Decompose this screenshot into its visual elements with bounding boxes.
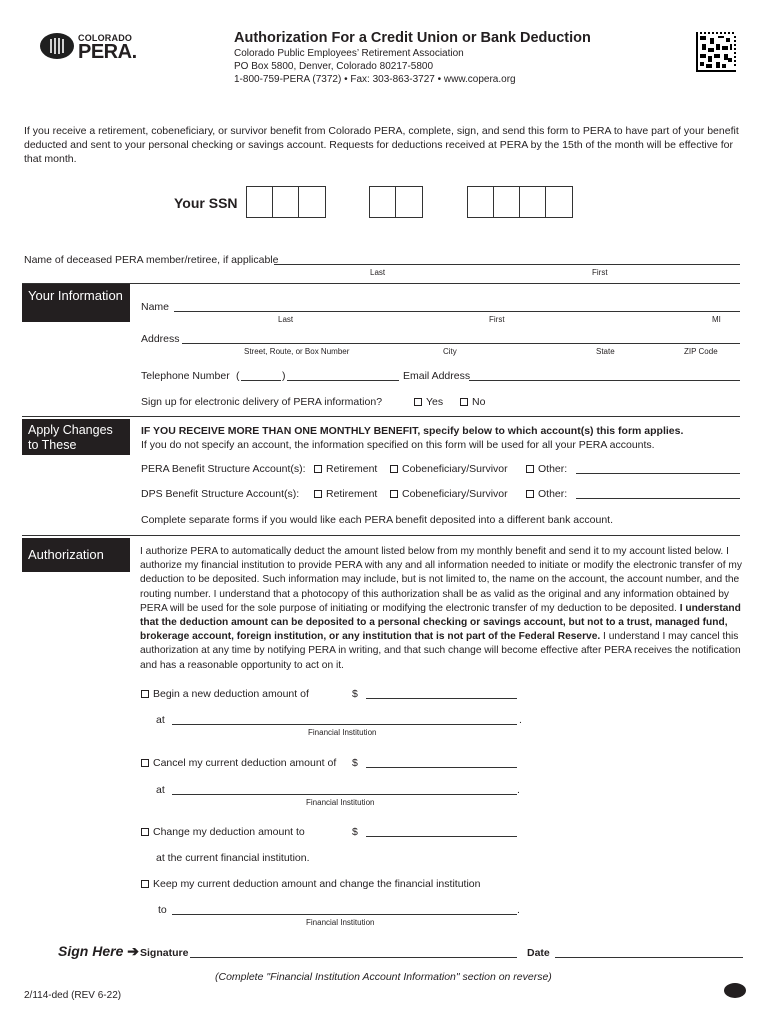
section-your-information: Your Information xyxy=(22,284,130,322)
date-field[interactable] xyxy=(555,957,743,958)
dps-retirement-option[interactable] xyxy=(314,488,377,500)
dollar-sign: $ xyxy=(352,688,358,700)
name-field[interactable] xyxy=(174,311,740,312)
ssn-label: Your SSN xyxy=(174,195,238,211)
date-label: Date xyxy=(527,947,550,959)
begin-deduction-label: Begin a new deduction amount of xyxy=(153,688,309,700)
sign-here-label: Sign Here xyxy=(58,943,124,959)
dps-other-option[interactable] xyxy=(526,488,567,500)
authorization-paragraph: I authorize PERA to automatically deduct the amount listed below from my monthly benefit and send it to my account listed below. I authorize my financial institution to provide PERA with any and all information needed to initiate or modify the electronic transfer of my deduction to be deposited. Such information may include, but is not limited to, the name on the account, the account number, and the routing number. I understand that a photocopy of this authorization shall be as valid as the original and any information obtained by PERA will be used for the sole purpose of initiating or modifying the electronic transfer of my deduction to be deposited. xyxy=(140,546,742,614)
pera-retirement-option[interactable] xyxy=(314,463,377,475)
other-label: Other: xyxy=(538,463,568,475)
checkbox-icon[interactable] xyxy=(460,398,468,406)
deceased-first-caption: First xyxy=(592,268,608,277)
fin-inst-caption: Financial Institution xyxy=(306,918,375,927)
intro-paragraph: If you receive a retirement, cobeneficiary, or survivor benefit from Colorado PERA, complete, sign, and send this form to PERA to have part of your benefit deducted and sent to your personal checking or savings account. Requests for deductions received at PERA by the 15th of the month will be effective for that month. xyxy=(24,125,739,165)
addr-city-caption: City xyxy=(443,347,457,356)
change-deduction-option[interactable] xyxy=(141,826,305,838)
sign-here xyxy=(58,943,139,960)
edelivery-label: Sign up for electronic delivery of PERA information? xyxy=(141,396,383,408)
dollar-sign: $ xyxy=(352,826,358,838)
name-mi-caption: MI xyxy=(712,315,721,324)
authorization-text xyxy=(140,545,746,673)
form-title: Authorization For a Credit Union or Bank Deduction xyxy=(234,30,591,46)
at-label: at xyxy=(156,714,165,726)
other-label: Other: xyxy=(538,488,568,500)
checkbox-icon[interactable] xyxy=(390,465,398,473)
cancel-institution-field[interactable] xyxy=(172,794,517,795)
address-label: Address xyxy=(141,333,180,345)
ssn-input-group-2[interactable] xyxy=(369,186,423,218)
dollar-sign: $ xyxy=(352,757,358,769)
deceased-name-field[interactable] xyxy=(274,264,740,265)
retirement-label: Retirement xyxy=(326,488,378,500)
yes-label: Yes xyxy=(426,396,444,408)
deceased-last-caption: Last xyxy=(370,268,386,277)
pera-other-option[interactable] xyxy=(526,463,567,475)
addr-zip-caption: ZIP Code xyxy=(684,347,718,356)
email-field[interactable] xyxy=(469,380,740,381)
begin-institution-field[interactable] xyxy=(172,724,517,725)
begin-amount-field[interactable] xyxy=(366,698,517,699)
edelivery-yes[interactable] xyxy=(414,396,443,408)
apply-subheading: If you do not specify an account, the information specified on this form will be used for all your PERA accounts. xyxy=(141,439,655,451)
org-name: Colorado Public Employees’ Retirement Association xyxy=(234,48,464,59)
checkbox-icon[interactable] xyxy=(141,690,149,698)
change-deduction-label: Change my deduction amount to xyxy=(153,826,305,838)
cancel-amount-field[interactable] xyxy=(366,767,517,768)
dps-account-label: DPS Benefit Structure Account(s): xyxy=(141,488,300,500)
signature-label: Signature xyxy=(140,947,189,959)
cancel-deduction-label: Cancel my current deduction amount of xyxy=(153,757,337,769)
pera-cobeneficiary-option[interactable] xyxy=(390,463,508,475)
fin-inst-caption: Financial Institution xyxy=(306,798,375,807)
checkbox-icon[interactable] xyxy=(141,880,149,888)
change-amount-field[interactable] xyxy=(366,836,517,837)
at-current-label: at the current financial institution. xyxy=(156,852,310,864)
dps-other-field[interactable] xyxy=(576,498,740,499)
pera-logo xyxy=(40,33,140,63)
period: . xyxy=(517,904,520,916)
cobeneficiary-label: Cobeneficiary/Survivor xyxy=(402,463,508,475)
divider xyxy=(22,535,740,536)
checkbox-icon[interactable] xyxy=(314,490,322,498)
to-label: to xyxy=(158,904,167,916)
phone-number-field[interactable] xyxy=(287,380,399,381)
name-label: Name xyxy=(141,301,170,313)
new-institution-field[interactable] xyxy=(172,914,517,915)
logo-big-text: PERA. xyxy=(78,41,137,63)
datamatrix-code xyxy=(696,32,736,72)
no-label: No xyxy=(472,396,486,408)
checkbox-icon[interactable] xyxy=(141,759,149,767)
ssn-input-group-3[interactable] xyxy=(467,186,573,218)
authorization-cancel-clause: I understand I may cancel this authorization at any time by notifying PERA in writing, and that such change will become effective after PERA receives the notification and has a reasonable opportunity to act on it. xyxy=(140,631,741,671)
addr-state-caption: State xyxy=(596,347,615,356)
authorization-bold-clause: I understand that the deduction amount can be deposited to a personal checking or savings account, but not to a trust, managed fund, brokerage account, foreign institution, or any institution that is not part of the Federal Reserve. xyxy=(140,602,741,643)
arrow-right-icon: ➔ xyxy=(127,943,139,959)
form-id: 2/114-ded (REV 6-22) xyxy=(24,990,122,1001)
apply-heading: IF YOU RECEIVE MORE THAN ONE MONTHLY BENEFIT, specify below to which account(s) this form applies. xyxy=(141,425,684,437)
deceased-label: Name of deceased PERA member/retiree, if applicable xyxy=(24,254,279,266)
address-field[interactable] xyxy=(182,343,740,344)
checkbox-icon[interactable] xyxy=(526,490,534,498)
phone-paren-open: ( xyxy=(236,370,240,382)
reverse-note: (Complete "Financial Institution Account Information" section on reverse) xyxy=(215,971,552,983)
org-contact: 1-800-759-PERA (7372) • Fax: 303-863-3727 • www.copera.org xyxy=(234,74,516,85)
keep-deduction-option[interactable] xyxy=(141,878,480,890)
name-first-caption: First xyxy=(489,315,505,324)
page-marker-icon xyxy=(724,983,746,998)
section-authorization: Authorization xyxy=(22,538,130,572)
email-label: Email Address xyxy=(403,370,471,382)
ssn-input-group-1[interactable] xyxy=(246,186,326,218)
at-label: at xyxy=(156,784,165,796)
org-address: PO Box 5800, Denver, Colorado 80217-5800 xyxy=(234,61,434,72)
checkbox-icon[interactable] xyxy=(314,465,322,473)
checkbox-icon[interactable] xyxy=(526,465,534,473)
phone-paren-close: ) xyxy=(282,370,286,382)
retirement-label: Retirement xyxy=(326,463,378,475)
checkbox-icon[interactable] xyxy=(390,490,398,498)
period: . xyxy=(519,714,522,726)
name-last-caption: Last xyxy=(278,315,294,324)
pera-account-label: PERA Benefit Structure Account(s): xyxy=(141,463,306,475)
phone-area-code-field[interactable] xyxy=(241,380,281,381)
checkbox-icon[interactable] xyxy=(414,398,422,406)
signature-field[interactable] xyxy=(190,957,517,958)
dps-cobeneficiary-option[interactable] xyxy=(390,488,508,500)
pera-seal-icon xyxy=(40,33,74,59)
fin-inst-caption: Financial Institution xyxy=(308,728,377,737)
separate-forms-note: Complete separate forms if you would like each PERA benefit deposited into a different bank account. xyxy=(141,514,614,526)
phone-label: Telephone Number xyxy=(141,370,230,382)
cobeneficiary-label: Cobeneficiary/Survivor xyxy=(402,488,508,500)
logo-small-text: COLORADO xyxy=(78,33,133,43)
divider xyxy=(22,416,740,417)
begin-deduction-option[interactable] xyxy=(141,688,309,700)
keep-deduction-label: Keep my current deduction amount and change the financial institution xyxy=(153,878,481,890)
pera-other-field[interactable] xyxy=(576,473,740,474)
addr-street-caption: Street, Route, or Box Number xyxy=(244,347,350,356)
cancel-deduction-option[interactable] xyxy=(141,757,336,769)
edelivery-no[interactable] xyxy=(460,396,485,408)
section-apply-changes: Apply Changes to These Accounts xyxy=(22,419,130,455)
period: . xyxy=(517,784,520,796)
checkbox-icon[interactable] xyxy=(141,828,149,836)
